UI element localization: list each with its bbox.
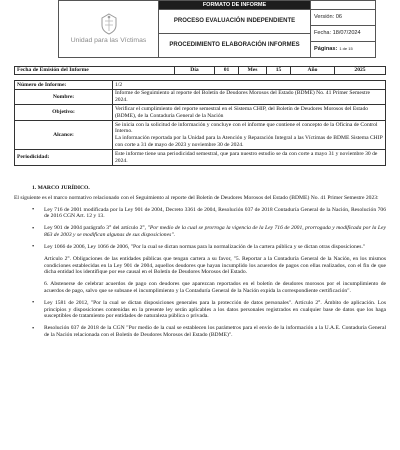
alcance-text-1: Se inicia con la solicitud de información y concluye con el informe que contiene el concepto de la Oficina de Control Interno.: [115, 121, 378, 135]
emission-year-label: Año: [291, 67, 335, 74]
version-label: Versión: 06: [314, 14, 342, 21]
emission-month-label: Mes: [239, 67, 267, 74]
section-title: 1. MARCO JURÍDICO.: [32, 185, 90, 191]
emission-day: 01: [215, 67, 239, 74]
legal-list: [30, 207, 386, 251]
intro-paragraph: El siguiente es el marco normativo relacionado con el Seguimiento al reporte del Boletín de Deudores Morosos del Estado (BDME) No. 41 Primer Semestre 2023:: [14, 194, 379, 201]
periodicidad-value: Este informe tiene una periodicidad semestral, que para nuestro estudio se da con corte a mayo 31 y noviembre 30 de 2024.: [113, 150, 386, 166]
emission-date-table: [14, 66, 386, 75]
emission-year: 2025: [354, 67, 366, 74]
process-title: PROCESO EVALUACIÓN INDEPENDIENTE: [173, 17, 296, 24]
emission-day-label: Día: [175, 67, 215, 74]
table-row: [15, 150, 386, 166]
list-item-quote: "Por medio de la cual se prorroga la vigencia de la Ley 716 de 2001, prorrogada y modificada por la Ley 863 de 2003 y se modifican algunas de sus disposiciones".: [44, 225, 386, 239]
list-item-lead: Ley 901 de 2004 parágrafo 3° del artículo 2°,: [44, 225, 147, 232]
pages-label: Páginas:: [314, 46, 338, 53]
pages-cell: [311, 41, 375, 57]
logo-block: [59, 1, 159, 57]
document-body: [14, 185, 386, 344]
list-item: • Ley 1581 de 2012, "Por la cual se dictan disposiciones generales para la protección de datos personales". Artículo 2°. Ámbito de aplicación. Los principios y disposiciones contenidas en la presente ley serán aplicables a los datos personales registrados en cualquier base de datos que los haga susceptibles de tratamiento por entidades de naturaleza pública o privada.: [30, 300, 386, 320]
coat-of-arms-icon: [99, 13, 119, 35]
list-item: • Ley 1066 de 2006, Ley 1066 de 2006, "Por la cual se dictan normas para la normalización de la cartera pública y se dictan otras disposiciones.": [30, 244, 386, 251]
alcance-text-2: La información reportada por la Unidad para la Atención y Reparación Integral a las Víctimas de BDME Sistema CHIP con corte a 31 de mayo de 2023 y noviembre 30 de 2024.: [115, 135, 383, 148]
header-meta-block: [311, 1, 375, 57]
article-2-paragraph: Artículo 2°. Obligaciones de las entidades públicas que tengan cartera a su favor, "5. Reportar a la Contaduría General de la Nación, en los mismos condiciones establecidas en la Ley 901 de 2004, aquellos deudores que hayan incumplido los acuerdos de pagos con ellas realizados, con el fin de que dicha entidad los identifique por ese causal en el Boletín de Deudores Morosos del Estado.: [44, 255, 386, 276]
article-6-paragraph: 6. Abstenerse de celebrar acuerdos de pago con deudores que aparezcan reportados en el boletín de deudores morosos por el incumplimiento de acuerdos de pago, salvo que se subsane el incumplimiento y la Contaduría General de la Nación expida la correspondiente certificación".: [44, 281, 386, 294]
header-top-bar: FORMATO DE INFORME: [159, 1, 310, 10]
list-item: [30, 225, 386, 239]
entity-logo-text: Unidad para las Víctimas: [70, 37, 147, 45]
list-item: • Resolución 037 de 2018 de la CGN "Por medio de la cual se establecen los parámetros para el envío de la información a la U.A.E. Contaduría General de la Nación relacionada con el Boletín de Deudores Morosos del Estado (BDME)".: [30, 325, 386, 339]
alcance-value: [113, 121, 386, 150]
procedure-title: PROCEDIMIENTO ELABORACIÓN INFORMES: [159, 33, 310, 57]
objetivo-value: Verificar el cumplimiento del reporte semestral en el Sistema CHIP, del Boletín de Deudores Morosos del Estado (BDME), de la Contaduría General de la Nación: [113, 105, 386, 121]
objetivo-label: Objetivo:: [15, 105, 113, 121]
header-title-block: [159, 1, 311, 57]
table-row: [15, 89, 386, 105]
pages-value: 1 de 15: [339, 46, 353, 52]
table-row: [15, 121, 386, 150]
document-header: [58, 0, 376, 58]
emission-month: 15: [267, 67, 291, 74]
table-row: [15, 81, 386, 90]
legal-list-2: [30, 300, 386, 339]
alcance-label: Alcance:: [15, 121, 113, 150]
header-code: [311, 1, 375, 10]
emission-label: Fecha de Emisión del Informe: [15, 67, 175, 74]
numero-value: 1/2: [113, 81, 386, 90]
numero-label: Número de Informe:: [15, 81, 113, 90]
nombre-value: Informe de Seguimiento al reporte del Boletín de Deudores Morosos del Estado (BDME) No. 41 Primer Semestre 2024.: [113, 89, 386, 105]
report-info-table: [14, 80, 386, 166]
table-row: [15, 105, 386, 121]
nombre-label: Nombre:: [15, 89, 113, 105]
date-label: Fecha: 18/07/2024: [311, 25, 375, 41]
periodicidad-label: Periodicidad:: [15, 150, 113, 166]
list-item: • Ley 716 de 2001 modificada por la Ley 901 de 2004, Decreto 3361 de 2004, Resolución 037 de 2018 Contaduría General de la Nación, Resolución 706 de 2016 CGN Art. 12 y 13.: [30, 207, 386, 221]
